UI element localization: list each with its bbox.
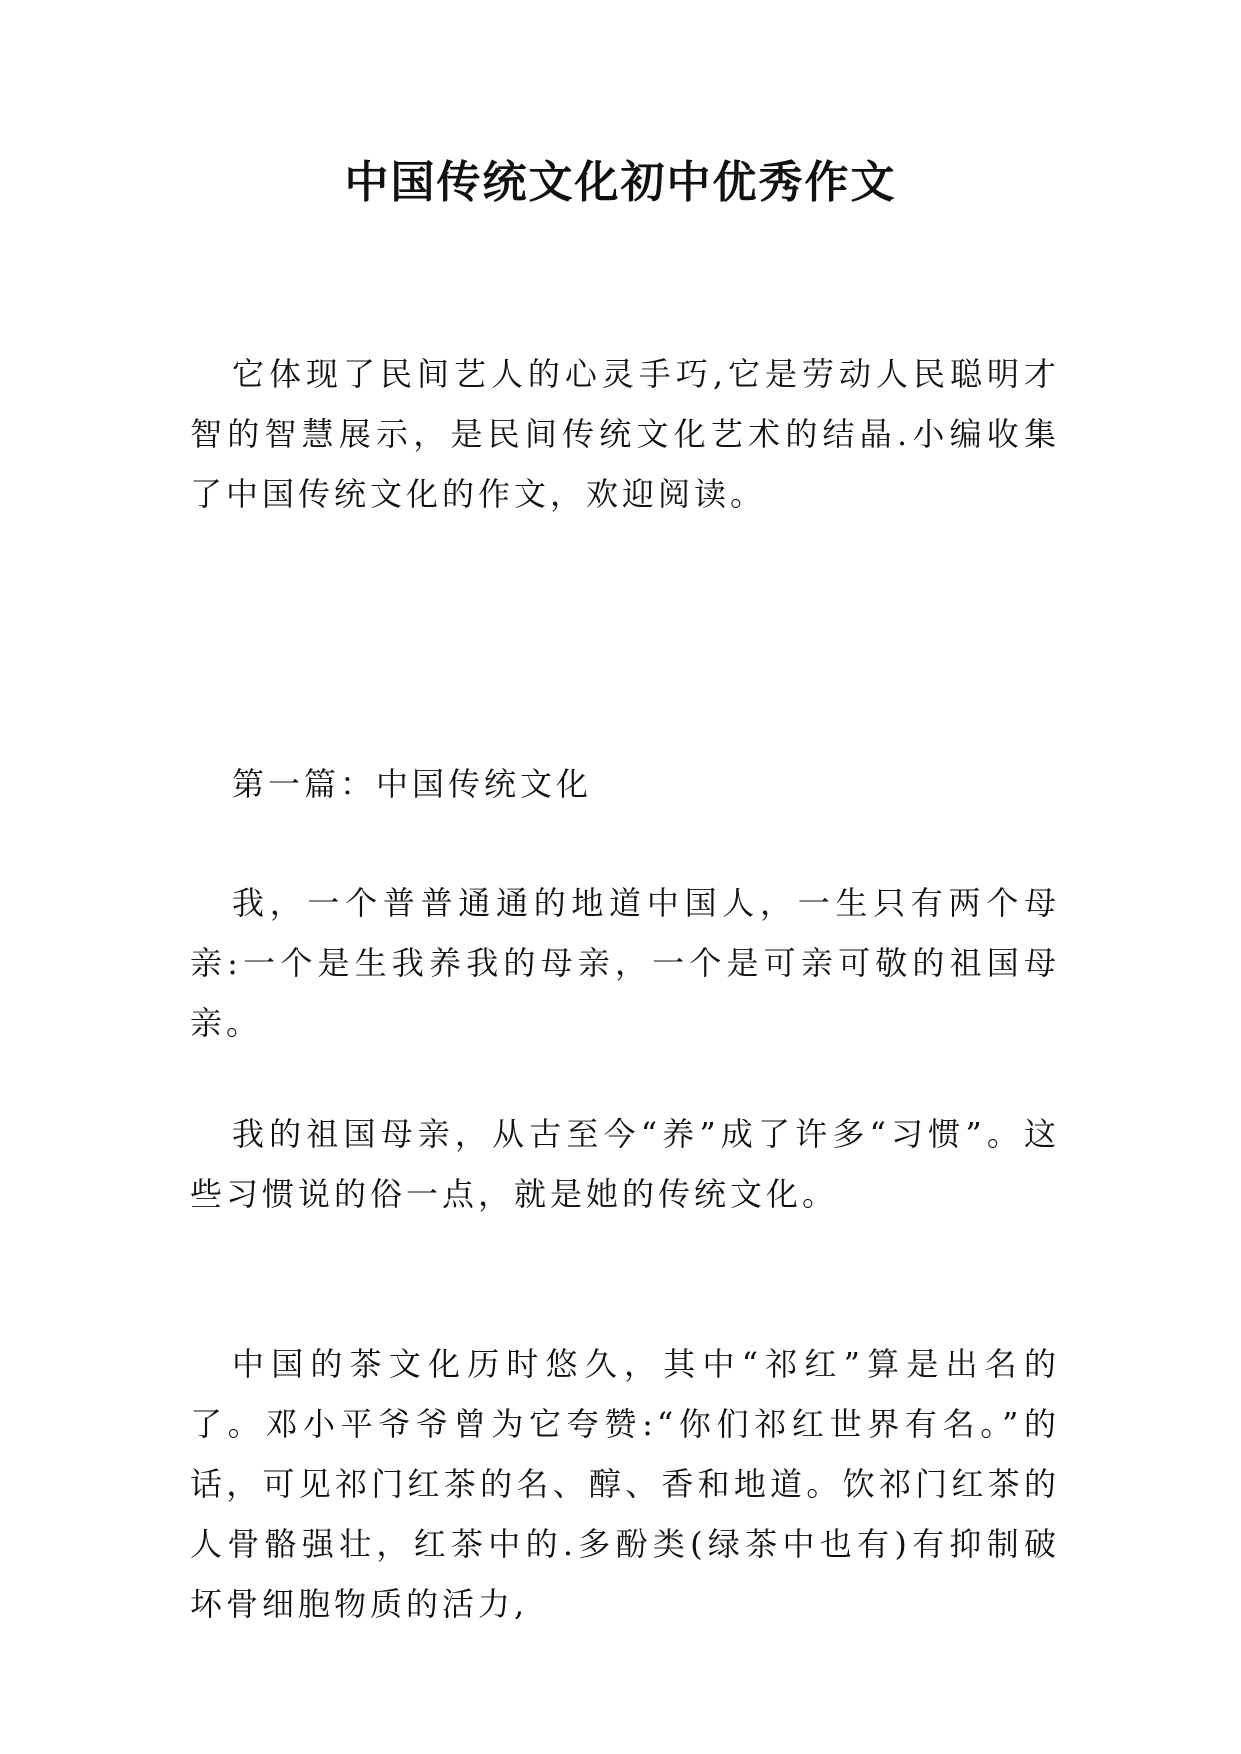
paragraph-habits: 我的祖国母亲，从古至今“养”成了许多“习惯”。这些习惯说的俗一点，就是她的传统文化。	[190, 1115, 1060, 1213]
section-heading: 第一篇：中国传统文化	[232, 765, 593, 803]
paragraph-mothers: 我，一个普普通通的地道中国人，一生只有两个母亲:一个是生我养我的母亲，一个是可亲可敬的祖国母亲。	[190, 884, 1060, 1042]
paragraph-tea: 中国的茶文化历时悠久，其中“祁红”算是出名的了。邓小平爷爷曾为它夸赞:“你们祁红世界有名。”的话，可见祁门红茶的名、醇、香和地道。饮祁门红茶的人骨骼强壮，红茶中的.多酚类(绿茶中也有)有抑制破坏骨细胞物质的活力,	[190, 1345, 1060, 1623]
intro-paragraph: 它体现了民间艺人的心灵手巧,它是劳动人民聪明才智的智慧展示，是民间传统文化艺术的结晶.小编收集了中国传统文化的作文，欢迎阅读。	[190, 355, 1060, 513]
document-title: 中国传统文化初中优秀作文	[344, 157, 897, 208]
